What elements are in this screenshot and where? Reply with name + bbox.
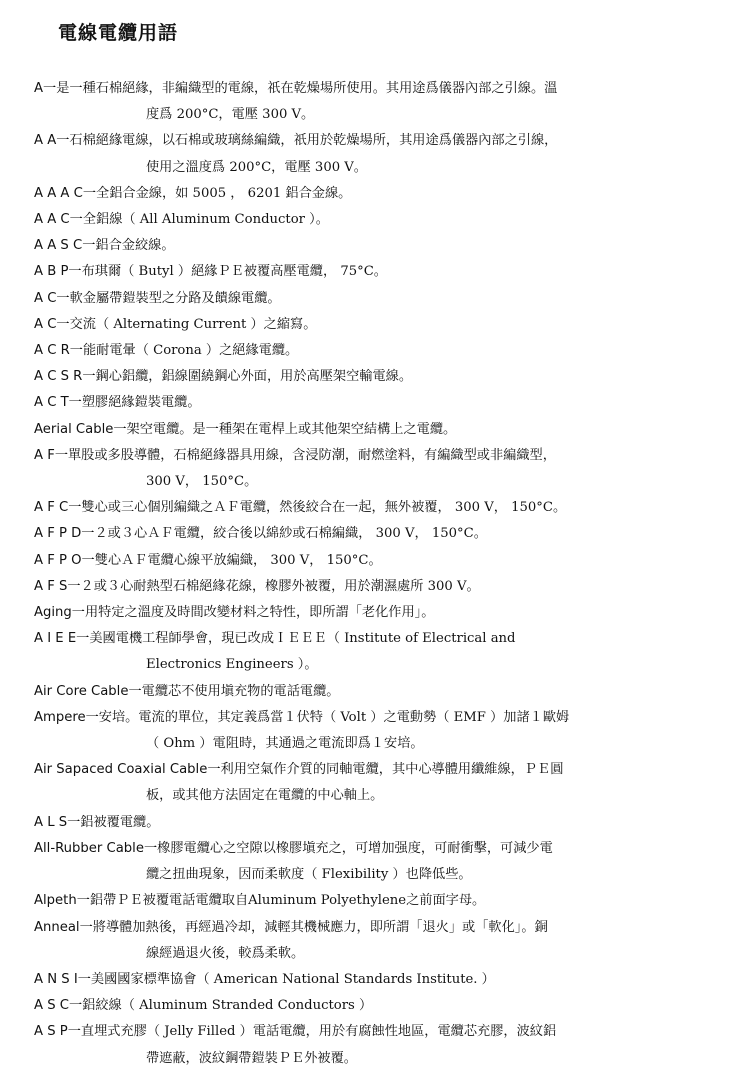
glossary-entry xyxy=(34,364,734,390)
entry-definition: 一２或３心耐熱型石棉絕緣花線，橡膠外被覆，用於潮濕處所 300 V。 xyxy=(67,578,480,594)
entry-term: Aging xyxy=(34,605,72,621)
entry-continuation: 300 V， 150°C。 xyxy=(146,474,258,490)
entry-definition: 一全鋁線（ All Aluminum Conductor ）。 xyxy=(69,212,329,228)
entry-term: A C xyxy=(34,316,57,332)
entry-term: A I E E xyxy=(34,631,77,647)
glossary-entry xyxy=(34,128,734,180)
entry-term: Air Core Cable xyxy=(34,683,129,699)
entry-term: Aerial Cable xyxy=(34,421,114,437)
entry-definition: 一２或３心ＡＦ電纜，絞合後以綿紗或石棉編織， 300 V， 150°C。 xyxy=(81,526,487,542)
entry-definition: 一鋼心鋁纜，鋁線圍繞鋼心外面，用於高壓架空輸電線。 xyxy=(82,369,413,385)
entry-continuation: 板，或其他方法固定在電纜的中心軸上。 xyxy=(146,788,384,804)
entry-continuation: 纜之扭曲現象，因而柔軟度（ Flexibility ）也降低些。 xyxy=(146,867,472,883)
entry-term: Alpeth xyxy=(34,893,77,909)
glossary-entry xyxy=(34,521,734,547)
entry-term: A F P O xyxy=(34,552,82,568)
entry-definition: 一鋁被覆電纜。 xyxy=(67,814,160,830)
glossary-entry xyxy=(34,76,734,128)
glossary-entry xyxy=(34,993,734,1019)
entry-term: All-Rubber Cable xyxy=(34,840,144,856)
entry-definition: 一美國國家標準協會（ American National Standards Institute. ） xyxy=(77,971,495,987)
entry-definition: 一單股或多股導體，石棉絕緣器具用線，含浸防潮，耐燃塗料，有編織型或非編織型， xyxy=(54,447,556,463)
entry-definition: 一鋁帶ＰＥ被覆電話電纜取自Aluminum Polyethylene之前面字母。 xyxy=(76,893,486,909)
page-title: 電線電纜用語 xyxy=(58,22,179,44)
entry-term: A S P xyxy=(34,1024,68,1040)
glossary-entry xyxy=(34,600,734,626)
entry-definition: 一將導體加熱後，再經過冷却，減輕其機械應力，即所謂「退火」或「軟化」。銅 xyxy=(79,919,548,935)
entry-term: A C S R xyxy=(34,369,83,385)
entry-definition: 一軟金屬帶鎧裝型之分路及饋線電纜。 xyxy=(56,290,281,306)
entry-definition: 一鋁絞線（ Aluminum Stranded Conductors ） xyxy=(68,998,373,1014)
entry-term: A xyxy=(34,81,44,96)
glossary-entry xyxy=(34,679,734,705)
entry-continuation: （ Ohm ）電阻時，其通過之電流即爲１安培。 xyxy=(146,736,424,752)
entry-term: A F xyxy=(34,447,55,463)
entry-term: Anneal xyxy=(34,919,80,935)
entry-term: Ampere xyxy=(34,709,86,725)
glossary-entry xyxy=(34,1019,734,1071)
entry-definition: 一雙心ＡＦ電纜心線平放編織， 300 V， 150°C。 xyxy=(81,552,382,568)
glossary-entry xyxy=(34,915,734,967)
glossary-entry xyxy=(34,338,734,364)
glossary-list xyxy=(34,76,734,1072)
glossary-entry xyxy=(34,259,734,285)
glossary-entry xyxy=(34,836,734,888)
entry-definition: 一利用空氣作介質的同軸電纜，其中心導體用纖維線，ＰＥ圓 xyxy=(207,762,564,778)
entry-definition: 一能耐電暈（ Corona ）之絕緣電纜。 xyxy=(69,343,299,359)
entry-term: A A C xyxy=(34,212,70,228)
entry-continuation: 帶遮蔽，波紋鋼帶鎧裝ＰＥ外被覆。 xyxy=(146,1050,357,1066)
glossary-entry xyxy=(34,390,734,416)
entry-definition: 一電纜芯不使用塡充物的電話電纜。 xyxy=(128,683,340,699)
entry-term: A S C xyxy=(34,998,69,1014)
entry-definition: 一交流（ Alternating Current ）之縮寫。 xyxy=(56,316,317,332)
entry-definition: 一全鋁合金線，如 5005 ， 6201 鋁合金線。 xyxy=(82,185,352,201)
entry-definition: 一用特定之溫度及時間改變材料之特性，即所謂「老化作用」。 xyxy=(71,605,435,621)
entry-term: A F C xyxy=(34,500,69,516)
entry-term: A L S xyxy=(34,814,68,830)
entry-term: A A xyxy=(34,133,57,149)
glossary-entry xyxy=(34,574,734,600)
entry-term: A A S C xyxy=(34,238,83,254)
glossary-entry xyxy=(34,888,734,914)
entry-definition: 一是一種石棉絕緣，非編織型的電線，祇在乾燥場所使用。其用途爲儀器內部之引線。溫 xyxy=(43,81,558,96)
glossary-entry xyxy=(34,967,734,993)
glossary-entry xyxy=(34,443,734,495)
entry-definition: 一塑膠絕緣鎧裝電纜。 xyxy=(68,395,201,411)
entry-definition: 一鋁合金絞線。 xyxy=(82,238,175,254)
entry-continuation: 度爲 200°C，電壓 300 V。 xyxy=(146,107,315,123)
entry-definition: 一橡膠電纜心之空隙以橡膠塡充之，可增加强度，可耐衝擊，可減少電 xyxy=(143,840,553,856)
entry-term: A B P xyxy=(34,264,69,280)
entry-continuation: Electronics Engineers ）。 xyxy=(146,657,318,673)
entry-term: Air Sapaced Coaxial Cable xyxy=(34,762,208,778)
glossary-entry xyxy=(34,757,734,809)
entry-continuation: 線經過退火後，較爲柔軟。 xyxy=(146,945,305,961)
entry-term: A C xyxy=(34,290,57,306)
glossary-entry xyxy=(34,207,734,233)
entry-continuation: 使用之溫度爲 200°C，電壓 300 V。 xyxy=(146,159,367,175)
entry-term: A A A C xyxy=(34,185,83,201)
entry-definition: 一美國電機工程師學會，現已改成ＩＥＥＥ（ Institute of Electrical and xyxy=(76,631,516,647)
glossary-entry xyxy=(34,705,734,757)
glossary-entry xyxy=(34,312,734,338)
entry-term: A F P D xyxy=(34,526,82,542)
entry-term: A C R xyxy=(34,343,70,359)
entry-term: A N S I xyxy=(34,971,78,987)
glossary-entry xyxy=(34,233,734,259)
entry-definition: 一布琪爾（ Butyl ）絕緣ＰＥ被覆高壓電纜， 75°C。 xyxy=(68,264,387,280)
glossary-entry xyxy=(34,181,734,207)
glossary-entry xyxy=(34,495,734,521)
entry-definition: 一架空電纜。是一種架在電桿上或其他架空結構上之電纜。 xyxy=(113,421,457,437)
entry-definition: 一安培。電流的單位，其定義爲當１伏特（ Volt ）之電動勢（ EMF ）加諸１歐姆 xyxy=(85,709,570,725)
entry-definition: 一直埋式充膠（ Jelly Filled ）電話電纜，用於有腐蝕性地區，電纜芯充膠，波紋鋁 xyxy=(67,1024,557,1040)
entry-definition: 一石棉絕緣電線，以石棉或玻璃絲編織，祇用於乾燥場所，其用途爲儀器內部之引線， xyxy=(56,133,558,149)
entry-term: A C T xyxy=(34,395,69,411)
glossary-entry xyxy=(34,286,734,312)
glossary-entry xyxy=(34,626,734,678)
glossary-entry xyxy=(34,810,734,836)
glossary-entry xyxy=(34,548,734,574)
glossary-entry xyxy=(34,417,734,443)
entry-definition: 一雙心或三心個別編織之ＡＦ電纜，然後絞合在一起，無外被覆， 300 V， 150°C。 xyxy=(68,500,567,516)
entry-term: A F S xyxy=(34,578,68,594)
